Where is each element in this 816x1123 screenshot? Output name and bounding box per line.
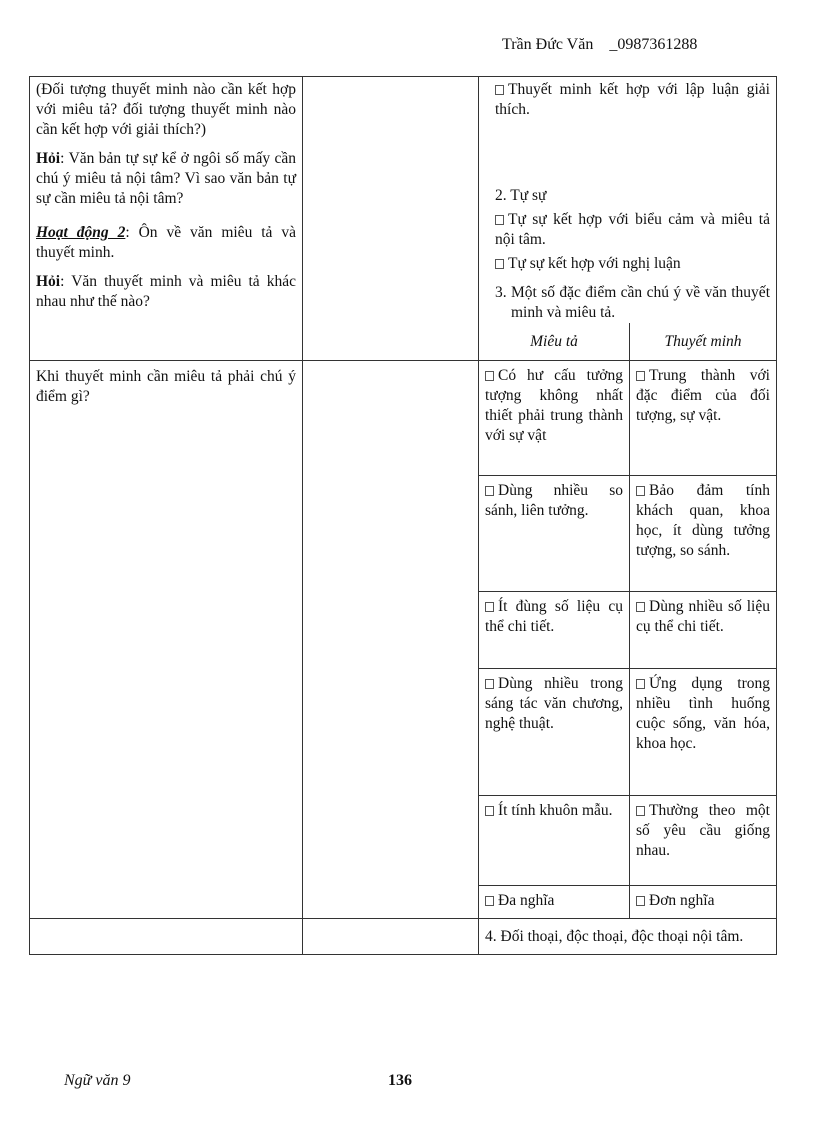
comparison-row (479, 592, 776, 669)
empty-cell (30, 919, 303, 955)
question-text: : Văn thuyết minh và miêu tả khác nhau như thế nào? (36, 273, 296, 310)
activity-paragraph (36, 223, 296, 263)
checkbox-square-icon (485, 371, 494, 381)
section-heading: 2. Tự sự (495, 187, 547, 204)
column-header-thuyet-minh: Thuyết minh (664, 333, 742, 350)
question-paragraph: Khi thuyết minh cần miêu tả phải chú ý điểm gì? (36, 368, 296, 405)
table-row (30, 919, 777, 955)
comparison-grid (479, 361, 776, 918)
empty-cell (303, 77, 479, 361)
comparison-cell (479, 361, 777, 919)
activity-text: : Ôn về văn miêu tả và thuyết minh. (36, 224, 296, 261)
content-cell (479, 919, 777, 955)
lesson-table (29, 76, 777, 955)
checkbox-square-icon (636, 486, 645, 496)
question-text: : Văn bản tự sự kể ở ngôi số mấy cần chú ý miêu tả nội tâm? Vì sao văn bản tự sự cần miêu tả nội tâm? (36, 150, 296, 207)
question-paragraph (36, 149, 296, 209)
thuyet-minh-point: Đơn nghĩa (649, 892, 715, 909)
section-heading: 3. Một số đặc điểm cần chú ý về văn thuyết minh và miêu tả. (495, 284, 770, 321)
table-row (30, 77, 777, 361)
thuyet-minh-point: Bảo đảm tính khách quan, khoa học, ít dùng tưởng tượng, so sánh. (636, 482, 770, 559)
table-row (30, 361, 777, 919)
bullet-item: Thuyết minh kết hợp với lập luận giải thích. (495, 81, 770, 118)
thuyet-minh-point: Thường theo một số yêu cầu giống nhau. (636, 802, 770, 859)
bullet-item: Tự sự kết hợp với nghị luận (495, 254, 770, 274)
question-paragraph: (Đối tượng thuyết minh nào cần kết hợp với miêu tả? đối tượng thuyết minh nào cần kết hợp với giải thích?) (36, 81, 296, 138)
checkbox-square-icon (495, 259, 504, 269)
page-header-author: Trần Đức Văn _0987361288 (502, 36, 698, 53)
checkbox-square-icon (636, 806, 645, 816)
checkbox-square-icon (636, 679, 645, 689)
empty-cell (303, 361, 479, 919)
column-header-mieu-ta: Miêu tả (530, 333, 578, 350)
comparison-row (479, 476, 776, 592)
footer-book-title: Ngữ văn 9 (64, 1072, 131, 1089)
comparison-row (479, 669, 776, 796)
checkbox-square-icon (485, 486, 494, 496)
checkbox-square-icon (485, 806, 494, 816)
mieu-ta-point: Đa nghĩa (498, 892, 555, 909)
mieu-ta-point: Ít đùng số liệu cụ thể chi tiết. (485, 598, 623, 635)
mieu-ta-point: Dùng nhiều trong sáng tác văn chương, nghệ thuật. (485, 675, 623, 732)
bullet-item: Tự sự kết hợp với biểu cảm và miêu tả nội tâm. (495, 211, 770, 248)
mieu-ta-point: Dùng nhiều so sánh, liên tưởng. (485, 482, 623, 519)
activity-cell (30, 77, 303, 361)
question-paragraph (36, 272, 296, 312)
thuyet-minh-point: Dùng nhiều số liệu cụ thể chi tiết. (636, 598, 770, 635)
page-number: 136 (388, 1072, 412, 1089)
empty-cell (303, 919, 479, 955)
checkbox-square-icon (485, 602, 494, 612)
question-label: Hỏi (36, 273, 61, 290)
checkbox-square-icon (485, 896, 494, 906)
content-cell (479, 77, 777, 361)
comparison-row (479, 886, 776, 919)
checkbox-square-icon (495, 85, 504, 95)
checkbox-square-icon (485, 679, 494, 689)
checkbox-square-icon (495, 215, 504, 225)
thuyet-minh-point: Ứng dụng trong nhiều tình huống cuộc sống, văn hóa, khoa học. (636, 675, 770, 752)
checkbox-square-icon (636, 602, 645, 612)
thuyet-minh-point: Trung thành với đặc điểm của đối tượng, sự vật. (636, 367, 770, 424)
comparison-row (479, 796, 776, 886)
comparison-row (479, 361, 776, 476)
checkbox-square-icon (636, 371, 645, 381)
comparison-header (479, 323, 776, 360)
checkbox-square-icon (636, 896, 645, 906)
mieu-ta-point: Có hư cấu tưởng tượng không nhất thiết phải trung thành với sự vật (485, 367, 623, 444)
question-cell (30, 361, 303, 919)
mieu-ta-point: Ít tính khuôn mẫu. (498, 802, 613, 819)
section-heading: 4. Đối thoại, độc thoại, độc thoại nội tâm. (485, 928, 744, 945)
question-label: Hỏi (36, 150, 61, 167)
activity-label: Hoạt động 2 (36, 224, 126, 241)
